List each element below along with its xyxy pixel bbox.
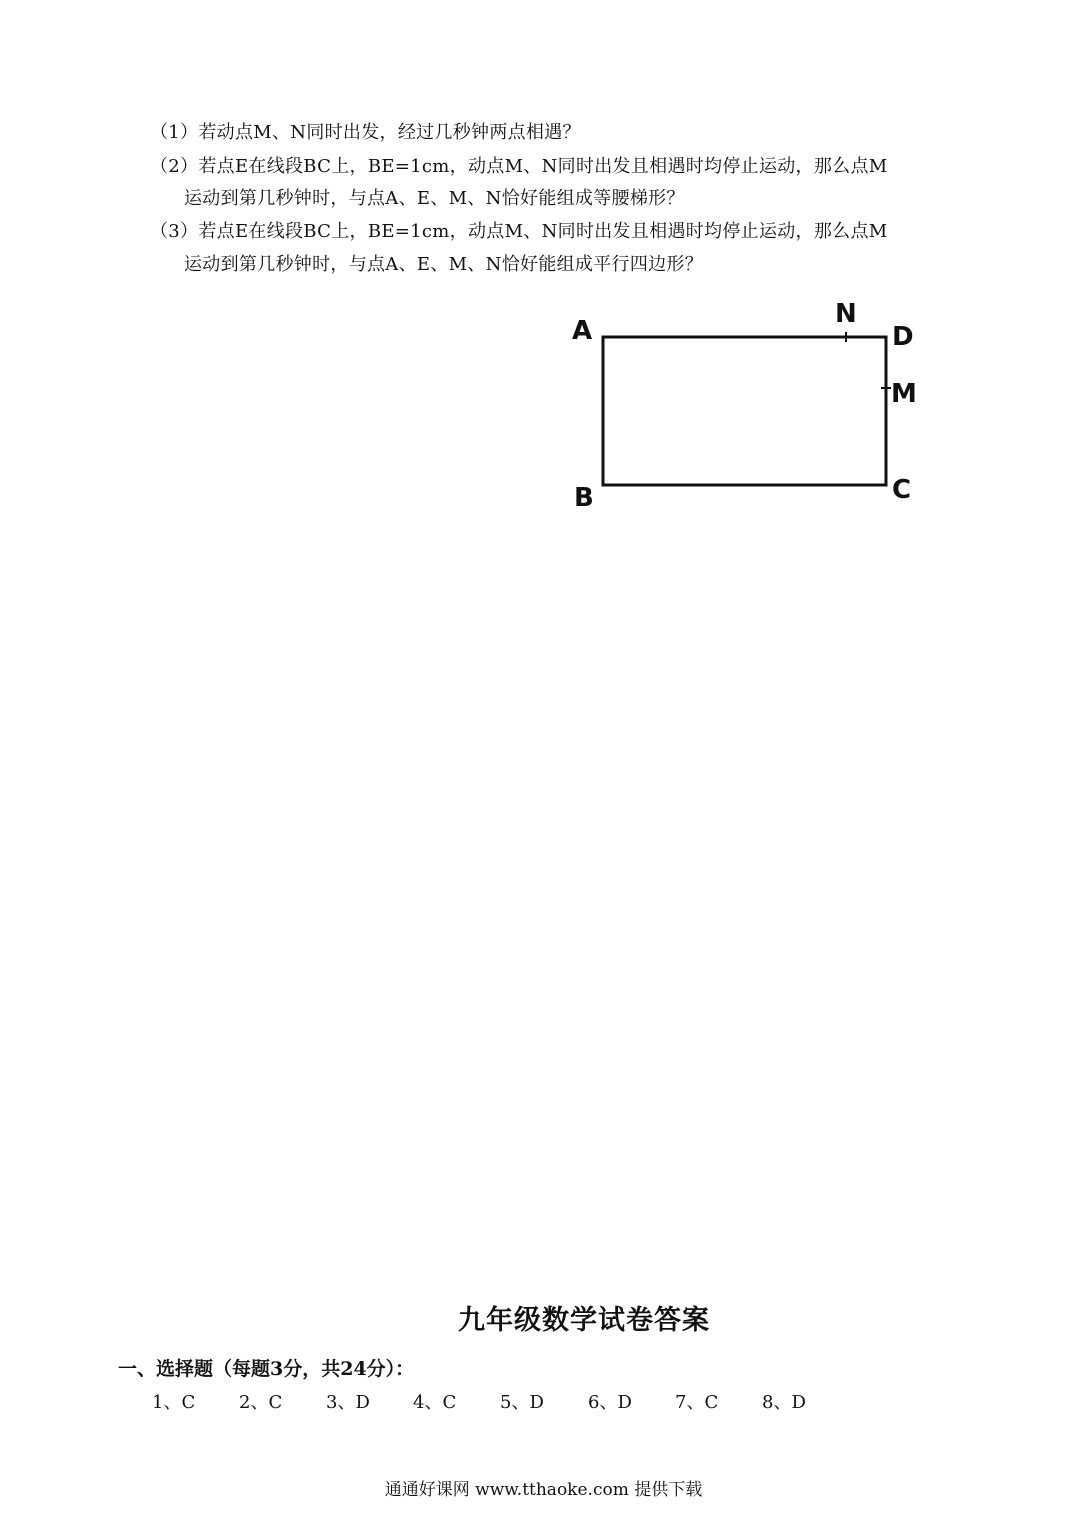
- question-1-line-1: （1）若动点M、N同时出发，经过几秒钟两点相遇？: [150, 122, 581, 143]
- question-2-line-2: 运动到第几秒钟时，与点A、E、M、N恰好能组成等腰梯形？: [184, 188, 685, 209]
- label-m: M: [891, 379, 917, 409]
- answer-item: 3、D: [326, 1392, 370, 1413]
- section-1-heading: 一、选择题（每题3分，共24分）：: [118, 1358, 415, 1380]
- label-a: A: [572, 316, 593, 346]
- answer-item: 7、C: [675, 1392, 719, 1413]
- answer-item: 4、C: [413, 1392, 457, 1413]
- page-footer: 通通好课网 www.tthaoke.com 提供下载: [384, 1480, 703, 1500]
- answer-item: 6、D: [588, 1392, 632, 1413]
- rectangle-diagram: [560, 295, 940, 525]
- answer-item: 1、C: [152, 1392, 196, 1413]
- question-2-line-1: （2）若点E在线段BC上，BE=1cm，动点M、N同时出发且相遇时均停止运动，那么点M: [150, 156, 888, 177]
- answer-title: 九年级数学试卷答案: [458, 1305, 710, 1336]
- answer-item: 8、D: [762, 1392, 806, 1413]
- rectangle-abcd: [603, 337, 886, 485]
- label-n: N: [835, 299, 857, 329]
- answer-item: 5、D: [500, 1392, 544, 1413]
- rectangle-figure: [560, 295, 940, 525]
- label-d: D: [892, 322, 914, 352]
- label-c: C: [892, 475, 912, 505]
- label-b: B: [574, 483, 594, 513]
- answers-row: [152, 1390, 852, 1416]
- answer-item: 2、C: [239, 1392, 283, 1413]
- question-3-line-2: 运动到第几秒钟时，与点A、E、M、N恰好能组成平行四边形？: [184, 254, 704, 275]
- question-3-line-1: （3）若点E在线段BC上，BE=1cm，动点M、N同时出发且相遇时均停止运动，那么点M: [150, 221, 888, 242]
